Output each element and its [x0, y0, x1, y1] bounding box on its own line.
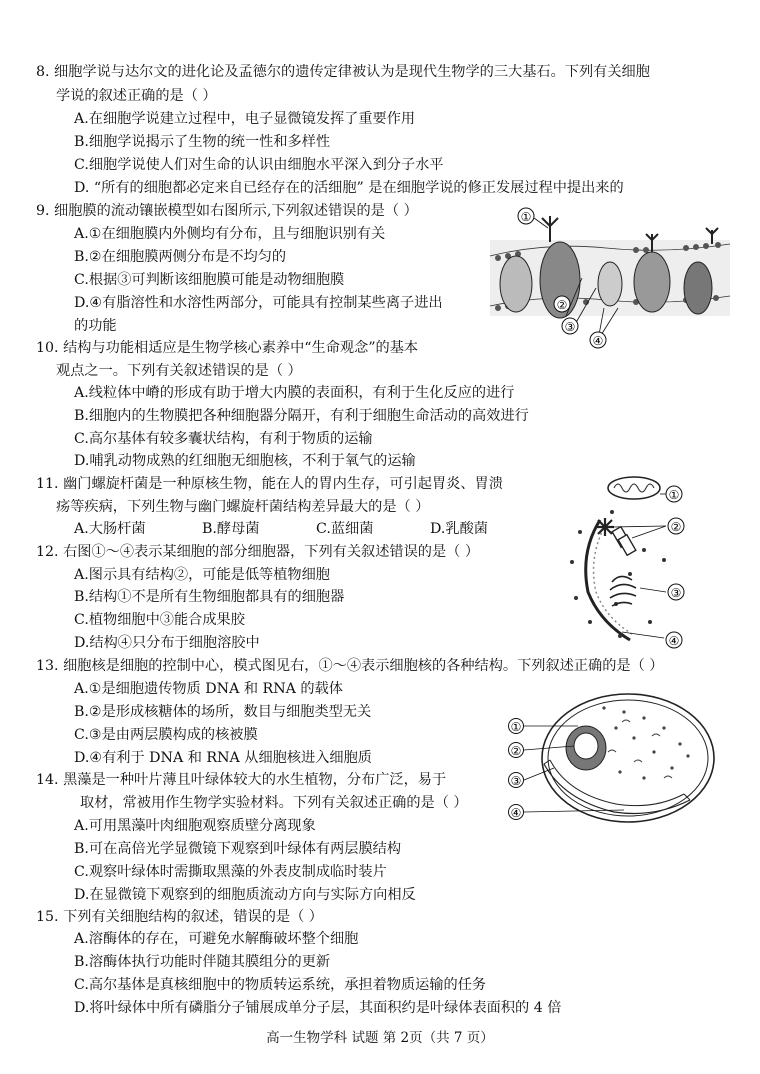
- q8-option-c: C.细胞学说使人们对生命的认识由细胞水平深入到分子水平: [74, 157, 444, 173]
- page-footer: 高一生物学科 试题 第 2页（共 7 页）: [266, 1030, 494, 1046]
- q11-option-a: A.大肠杆菌: [74, 521, 146, 537]
- organelle-figure: [560, 472, 692, 650]
- membrane-label-1: ①: [520, 210, 532, 224]
- q9-option-c: C.根据③可判断该细胞膜可能是动物细胞膜: [74, 272, 345, 288]
- q12-option-b: B.结构①不是所有生物细胞都具有的细胞器: [74, 589, 345, 605]
- q14-option-a: A.可用黑藻叶肉细胞观察质壁分离现象: [74, 818, 316, 834]
- cell-membrane-figure: [486, 204, 736, 352]
- organelle-label-4: ④: [668, 634, 680, 648]
- nucleus-label-2: ②: [510, 744, 522, 758]
- organelle-label-1: ①: [668, 488, 680, 502]
- q14-option-d: D.在显微镜下观察到的细胞质流动方向与实际方向相反: [74, 887, 416, 903]
- q12-option-c: C.植物细胞中③能合成果胶: [74, 612, 245, 628]
- q11-option-d: D.乳酸菌: [430, 521, 488, 537]
- q10-option-a: A.线粒体中嵴的形成有助于增大内膜的表面积，有利于生化反应的进行: [74, 385, 515, 401]
- q11-stem-line1: 11. 幽门螺旋杆菌是一种原核生物，能在人的胃内生存，可引起胃炎、胃溃: [36, 476, 503, 492]
- q15-option-a: A.溶酶体的存在，可避免水解酶破坏整个细胞: [74, 931, 359, 947]
- q13-option-d: D.④有利于 DNA 和 RNA 从细胞核进入细胞质: [74, 750, 372, 766]
- q14-stem-line2: 取材，常被用作生物学实验材料。下列有关叙述正确的是（ ）: [80, 795, 468, 811]
- q11-option-c: C.蓝细菌: [316, 521, 374, 537]
- q10-stem-line1: 10. 结构与功能相适应是生物学核心素养中“生命观念”的基本: [36, 340, 419, 356]
- q10-stem-line2: 观点之一。下列有关叙述错误的是（ ）: [56, 363, 302, 379]
- nucleus-label-1: ①: [510, 720, 522, 734]
- q9-option-d-cont: 的功能: [74, 318, 117, 334]
- q14-option-b: B.可在高倍光学显微镜下观察到叶绿体有两层膜结构: [74, 841, 402, 857]
- q14-stem-line1: 14. 黑藻是一种叶片薄且叶绿体较大的水生植物，分布广泛，易于: [36, 772, 447, 788]
- q14-option-c: C.观察叶绿体时需撕取黑藻的外表皮制成临时装片: [74, 864, 387, 880]
- organelle-label-2: ②: [670, 520, 682, 534]
- q15-option-d: D.将叶绿体中所有磷脂分子铺展成单分子层，其面积约是叶绿体表面积的 4 倍: [74, 1000, 562, 1016]
- q11-stem-line2: 疡等疾病，下列生物与幽门螺旋杆菌结构差异最大的是（ ）: [56, 499, 430, 515]
- q13-option-b: B.②是形成核糖体的场所，数目与细胞类型无关: [74, 704, 372, 720]
- q10-option-b: B.细胞内的生物膜把各种细胞器分隔开，有利于细胞生命活动的高效进行: [74, 408, 529, 424]
- q8-option-d: D. “所有的细胞都必定来自已经存在的活细胞” 是在细胞学说的修正发展过程中提出来的: [74, 180, 624, 196]
- q13-stem: 13. 细胞核是细胞的控制中心，模式图见右，①～④表示细胞核的各种结构。下列叙述正确的是（ ）: [36, 658, 664, 674]
- q15-option-b: B.溶酶体执行功能时伴随其膜组分的更新: [74, 954, 331, 970]
- q9-option-a: A.①在细胞膜内外侧均有分布，且与细胞识别有关: [74, 226, 386, 242]
- q8-option-a: A.在细胞学说建立过程中，电子显微镜发挥了重要作用: [74, 111, 416, 127]
- q11-option-b: B.酵母菌: [202, 521, 260, 537]
- membrane-label-4: ④: [592, 334, 604, 348]
- q8-stem-line2: 学说的叙述正确的是（ ）: [56, 88, 217, 104]
- q13-option-a: A.①是细胞遗传物质 DNA 和 RNA 的载体: [74, 681, 343, 697]
- q9-option-b: B.②在细胞膜两侧分布是不均匀的: [74, 249, 287, 265]
- nucleus-figure: [504, 682, 726, 828]
- q12-stem: 12. 右图①～④表示某细胞的部分细胞器，下列有关叙述错误的是（ ）: [36, 544, 480, 560]
- q9-stem: 9. 细胞膜的流动镶嵌模型如右图所示,下列叙述错误的是（ ）: [36, 203, 418, 219]
- q10-option-c: C.高尔基体有较多囊状结构，有利于物质的运输: [74, 431, 373, 447]
- q13-option-c: C.③是由两层膜构成的核被膜: [74, 727, 258, 743]
- organelle-label-3: ③: [670, 586, 682, 600]
- q10-option-d: D.哺乳动物成熟的红细胞无细胞核，不利于氧气的运输: [74, 453, 416, 469]
- q8-option-b: B.细胞学说揭示了生物的统一性和多样性: [74, 134, 331, 150]
- membrane-label-3: ③: [564, 320, 576, 334]
- nucleus-label-3: ③: [510, 774, 522, 788]
- q15-stem: 15. 下列有关细胞结构的叙述，错误的是（ ）: [36, 909, 323, 925]
- q15-option-c: C.高尔基体是真核细胞中的物质转运系统，承担着物质运输的任务: [74, 977, 487, 993]
- q9-option-d: D.④有脂溶性和水溶性两部分，可能具有控制某些离子进出: [74, 295, 443, 311]
- q12-option-d: D.结构④只分布于细胞溶胶中: [74, 635, 260, 651]
- membrane-label-2: ②: [556, 298, 568, 312]
- q12-option-a: A.图示具有结构②，可能是低等植物细胞: [74, 567, 330, 583]
- nucleus-label-4: ④: [510, 806, 522, 820]
- q8-stem-line1: 8. 细胞学说与达尔文的进化论及孟德尔的遗传定律被认为是现代生物学的三大基石。下列有关细胞: [36, 64, 650, 80]
